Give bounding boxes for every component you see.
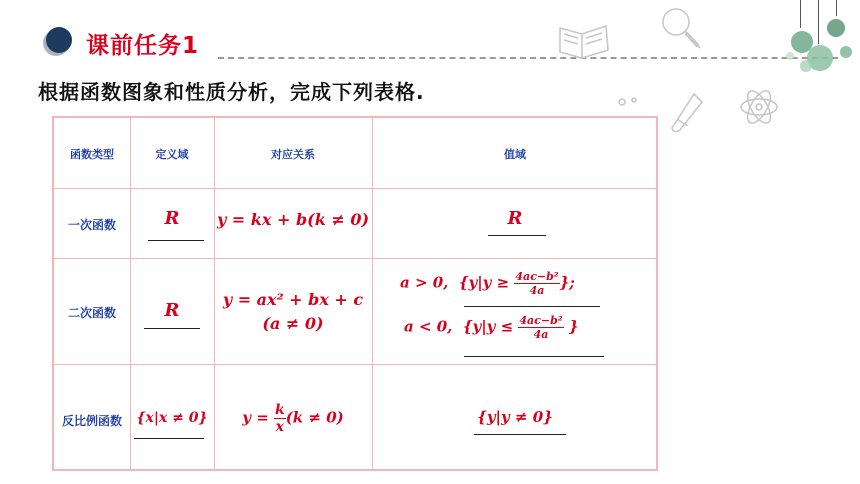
gear-sketch-icon (614, 92, 644, 112)
lamp-icon (776, 12, 860, 92)
answer-underline (488, 235, 546, 236)
answer-underline (144, 328, 200, 329)
book-sketch-icon (556, 18, 612, 62)
function-table (52, 116, 658, 471)
relation-value: y = $\frac{k}{x}$ (k ≠ 0) (242, 402, 344, 435)
magnifier-sketch-icon (656, 4, 706, 54)
column-header: 定义域 (155, 148, 189, 161)
page-title: 课前任务1 (86, 33, 200, 59)
column-header: 对应关系 (271, 148, 315, 161)
fraction: $\frac{k}{x}$ (275, 402, 285, 435)
row-type-label: 二次函数 (67, 306, 116, 320)
domain-value: R (164, 208, 180, 229)
answer-underline (134, 438, 204, 439)
relation-condition: (a ≠ 0) (262, 314, 324, 333)
range-value: R (507, 208, 523, 229)
column-header: 函数类型 (70, 148, 114, 161)
fraction: $\frac{\text{4ac−b²}}{4a}$ (515, 270, 559, 297)
range-positive: a > 0, {y|y ≥ $\frac{\text{4ac−b²}}{4a}$ }; (400, 270, 575, 297)
fraction: $\frac{\text{4ac−b²}}{4a}$ (519, 314, 563, 341)
relation-value: y = ax² + bx + c (222, 290, 364, 309)
relation-value: y = kx + b(k ≠ 0) (216, 210, 370, 229)
column-header: 值域 (504, 148, 526, 161)
domain-value: R (164, 300, 180, 321)
answer-underline (474, 434, 566, 435)
row-type-label: 一次函数 (67, 218, 116, 232)
flask-sketch-icon (668, 90, 708, 136)
answer-underline (148, 240, 204, 241)
answer-underline (464, 306, 600, 307)
domain-value: {x|x ≠ 0} (136, 410, 208, 426)
range-negative: a < 0, {y|y ≤ $\frac{\text{4ac−b²}}{4a}$ } (404, 314, 579, 341)
bullet-icon (46, 27, 72, 53)
header-divider (218, 57, 838, 59)
range-value: {y|y ≠ 0} (477, 408, 553, 426)
page-subtitle: 根据函数图象和性质分析，完成下列表格. (38, 80, 425, 104)
row-type-label: 反比例函数 (61, 414, 122, 428)
answer-underline (464, 356, 604, 357)
